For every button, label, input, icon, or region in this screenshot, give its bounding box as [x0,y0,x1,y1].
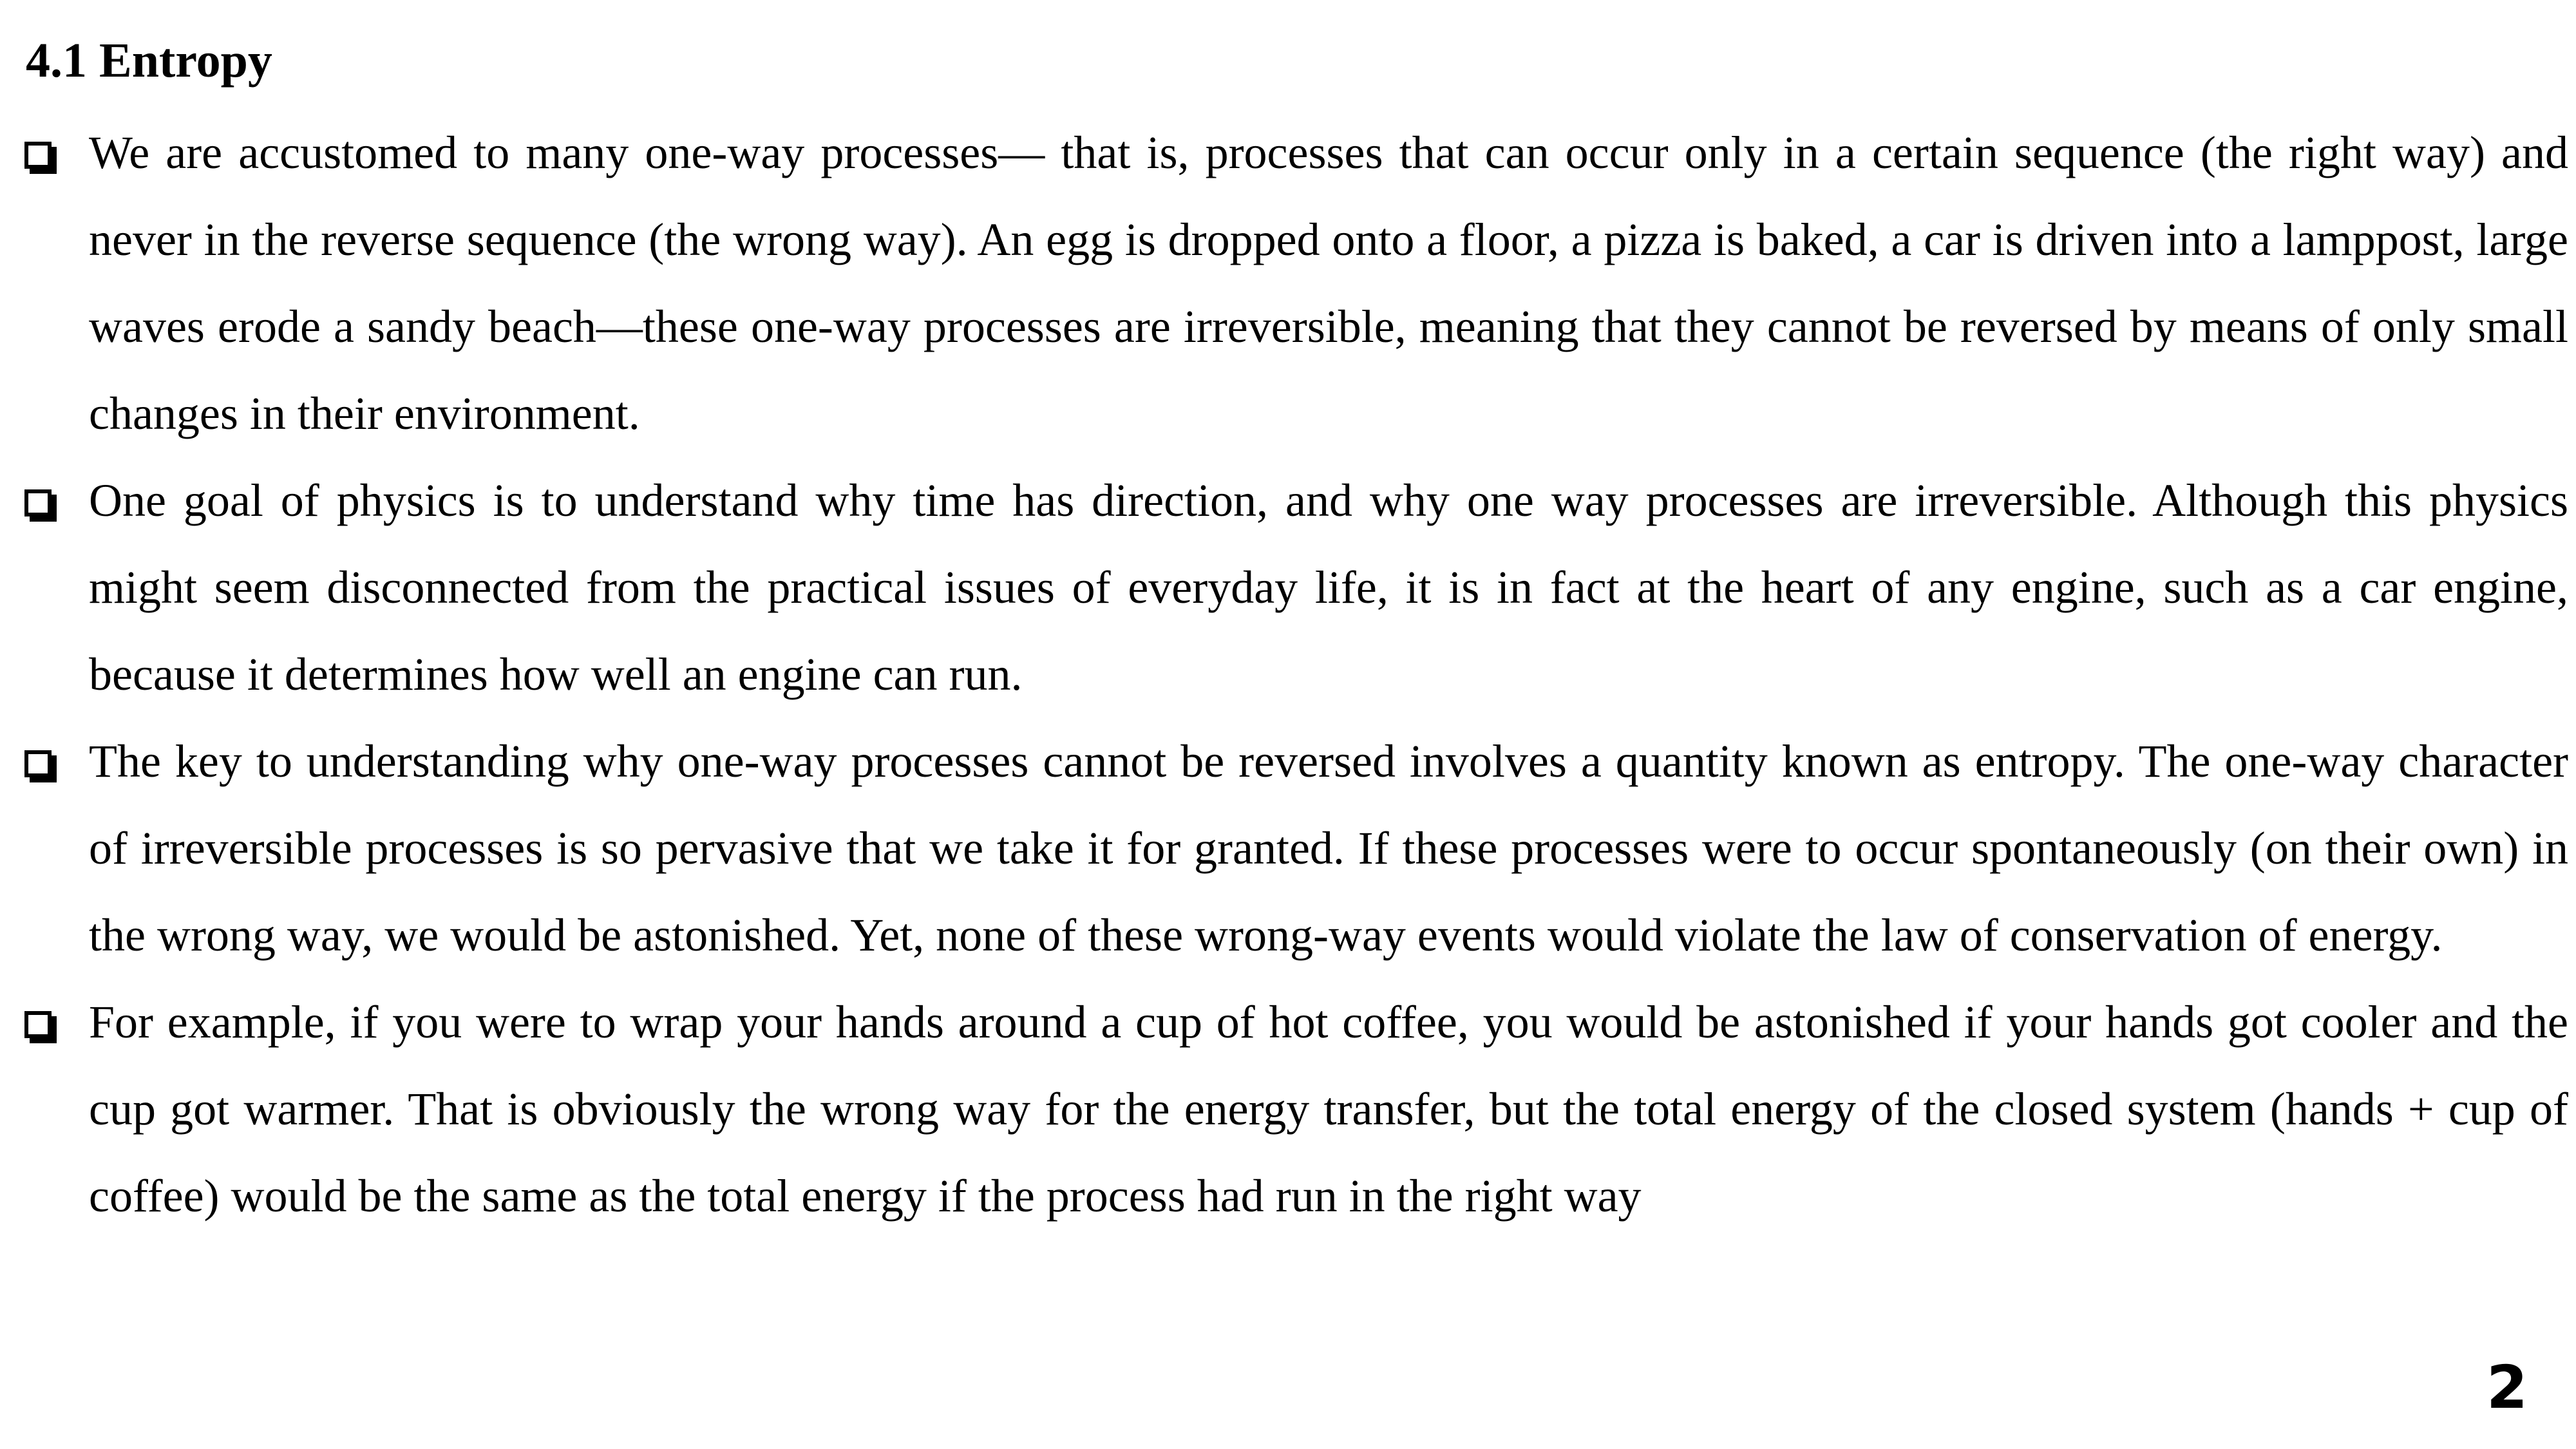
bullet-item [19,718,2568,979]
bullet-text: One goal of physics is to understand why time has direction, and why one way processes are irreversible. Although this physics might seem disconnected from the practical issues of everyday life, it is in fact at the heart of any engine, such as a car engine, because it determines how well an engine can run. [89,475,2568,700]
bullet-text: The key to understanding why one-way processes cannot be reversed involves a quantity known as entropy. The one-way character of irreversible processes is so pervasive that we take it for granted. If these processes were to occur spontaneously (on their own) in the wrong way, we would be astonished. Yet, none of these wrong-way events would violate the law of conservation of energy. [89,735,2568,961]
checkbox-bullet-icon [24,142,52,169]
section-title: 4.1 Entropy [26,33,272,88]
checkbox-bullet-icon [24,750,52,777]
checkbox-bullet-icon [24,489,52,516]
bullet-text: We are accustomed to many one-way processes— that is, processes that can occur only in a certain sequence (the right way) and never in the reverse sequence (the wrong way). An egg is dropped onto a floor, a pizza is baked, a car is driven into a lamppost, large waves erode a sandy beach—these one-way processes are irreversible, meaning that they cannot be reversed by means of only small changes in their environment. [89,127,2568,439]
bullet-item [19,979,2568,1240]
bullet-item [19,109,2568,457]
checkbox-bullet-icon [24,1011,52,1038]
bullet-text: For example, if you were to wrap your hands around a cup of hot coffee, you would be astonished if your hands got cooler and the cup got warmer. That is obviously the wrong way for the energy transfer, but the total energy of the closed system (hands + cup of coffee) would be the same as the total energy if the process had run in the right way [89,996,2568,1222]
page-number: 2 [2486,1353,2528,1422]
bullet-item [19,457,2568,718]
bullet-list [19,109,2568,1240]
